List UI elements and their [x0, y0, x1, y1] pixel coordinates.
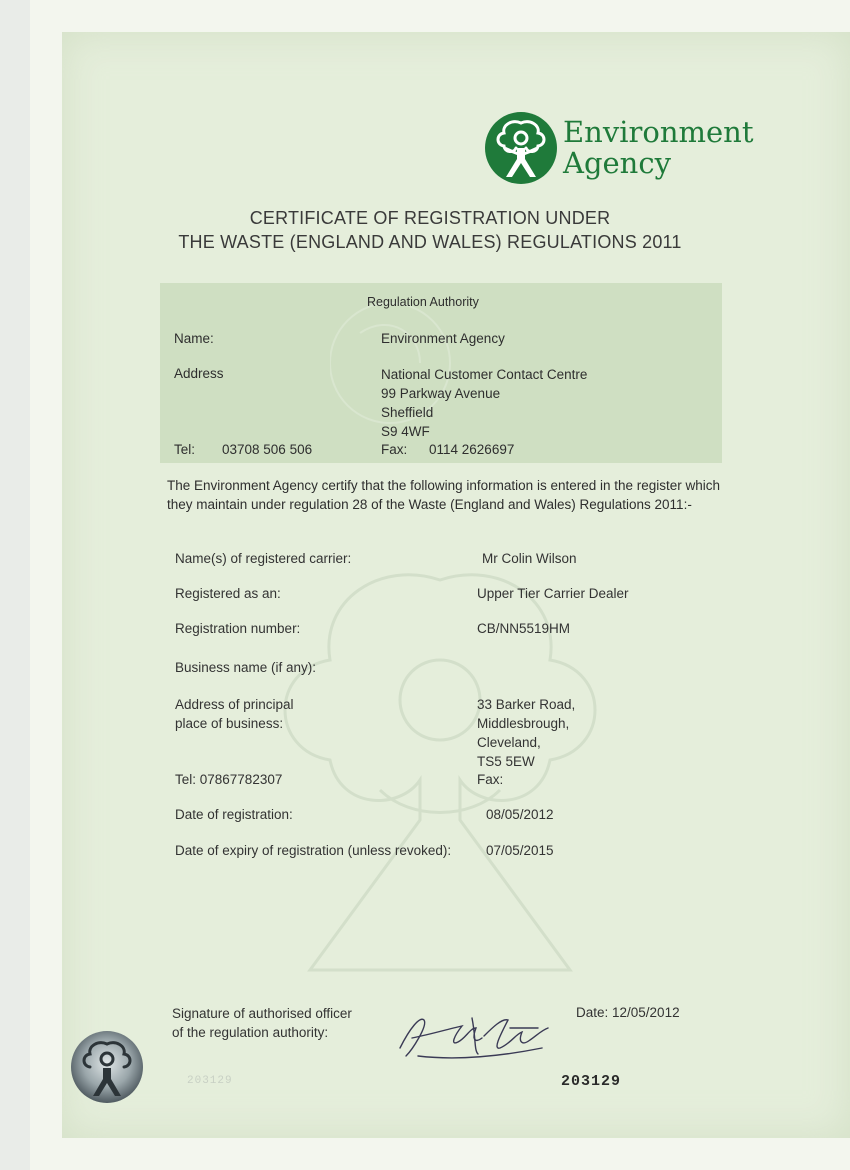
carrier-label: Name(s) of registered carrier: — [175, 551, 352, 566]
principal-address — [477, 695, 575, 771]
authority-tel-value: 03708 506 506 — [222, 442, 313, 457]
handwritten-signature — [392, 998, 562, 1066]
signature-label-line: of the regulation authority: — [172, 1025, 329, 1040]
signature-date: Date: 12/05/2012 — [576, 1005, 680, 1020]
logo-wordmark — [563, 117, 754, 179]
registration-number-label: Registration number: — [175, 621, 301, 636]
authority-fax-value: 0114 2626697 — [429, 442, 515, 457]
carrier-tel: Tel: 07867782307 — [175, 772, 283, 787]
principal-address-line: 33 Barker Road, — [477, 697, 576, 712]
authority-fax-label: Fax: — [381, 442, 408, 457]
serial-number-faint: 203129 — [187, 1075, 233, 1087]
registered-as-label: Registered as an: — [175, 586, 281, 601]
hologram-seal-icon — [70, 1030, 144, 1104]
authority-name-label: Name: — [174, 331, 214, 346]
environment-agency-logo-icon — [484, 111, 558, 185]
authority-heading: Regulation Authority — [367, 295, 479, 309]
principal-address-label-line: Address of principal — [175, 697, 294, 712]
authority-address-line: 99 Parkway Avenue — [381, 386, 501, 401]
authority-address-line: S9 4WF — [381, 424, 430, 439]
principal-address-line: Cleveland, — [477, 735, 541, 750]
authority-address — [381, 365, 587, 441]
principal-address-line: Middlesbrough, — [477, 716, 570, 731]
principal-address-line: TS5 5EW — [477, 754, 535, 769]
authority-name-value: Environment Agency — [381, 331, 505, 346]
signature-label-line: Signature of authorised officer — [172, 1006, 352, 1021]
date-of-registration-label: Date of registration: — [175, 807, 293, 822]
certification-statement: The Environment Agency certify that the following information is entered in the register which they maintain under regulation 28 of the Waste (England and Wales) Regulations 2011:- — [167, 478, 721, 512]
logo-line-2: Agency — [563, 146, 671, 180]
principal-address-label — [175, 695, 294, 733]
expiry-date-label: Date of expiry of registration (unless revoked): — [175, 843, 452, 858]
carrier-fax: Fax: — [477, 772, 504, 787]
date-of-registration-value: 08/05/2012 — [486, 807, 554, 822]
authority-address-line: Sheffield — [381, 405, 434, 420]
certificate-title-line-1: CERTIFICATE OF REGISTRATION UNDER — [249, 208, 611, 228]
expiry-date-value: 07/05/2015 — [486, 843, 554, 858]
business-name-label: Business name (if any): — [175, 660, 317, 675]
principal-address-label-line: place of business: — [175, 716, 284, 731]
registered-as-value: Upper Tier Carrier Dealer — [477, 586, 629, 601]
signature-label — [172, 1004, 352, 1042]
logo-line-1: Environment — [563, 115, 754, 149]
authority-address-label: Address — [174, 366, 224, 381]
scan-edge — [0, 0, 30, 1170]
registration-number-value: CB/NN5519HM — [477, 621, 571, 636]
authority-address-line: National Customer Contact Centre — [381, 367, 588, 382]
authority-tel-label: Tel: — [174, 442, 196, 457]
carrier-value: Mr Colin Wilson — [482, 551, 577, 566]
certificate-title-line-2: THE WASTE (ENGLAND AND WALES) REGULATIONS 2011 — [178, 232, 682, 252]
serial-number: 203129 — [561, 1073, 622, 1090]
